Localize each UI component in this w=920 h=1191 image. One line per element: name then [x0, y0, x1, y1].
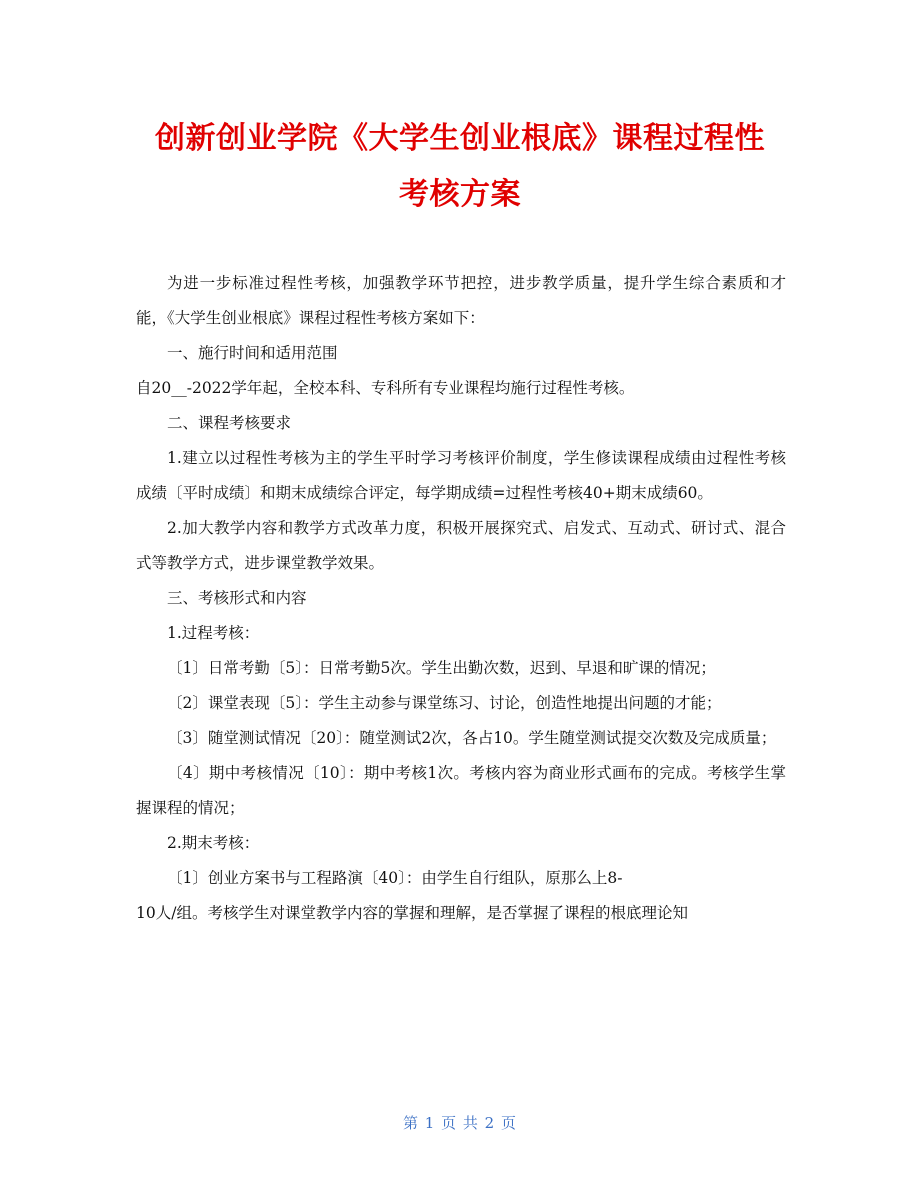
requirement-1: 1.建立以过程性考核为主的学生平时学习考核评价制度，学生修读课程成绩由过程性考核成绩〔平时成绩〕和期末成绩综合评定，每学期成绩=过程性考核40+期末成绩60。	[136, 449, 786, 502]
document-title-line1: 创新创业学院《大学生创业根底》课程过程性	[155, 121, 765, 156]
final-item-1-continued: 10人/组。考核学生对课堂教学内容的掌握和理解，是否掌握了课程的根底理论知	[136, 904, 688, 922]
page-number-footer: 第 1 页 共 2 页	[403, 1114, 517, 1132]
section-heading-3: 三、考核形式和内容	[167, 589, 307, 607]
final-item-1: 〔1〕创业方案书与工程路演〔40〕：由学生自行组队，原那么上8-	[167, 869, 623, 887]
process-assessment-heading: 1.过程考核：	[167, 624, 260, 642]
intro-paragraph: 为进一步标准过程性考核，加强教学环节把控，进步教学质量，提升学生综合素质和才能，《大学生创业根底》课程过程性考核方案如下：	[136, 274, 786, 327]
requirement-2: 2.加大教学内容和教学方式改革力度，积极开展探究式、启发式、互动式、研讨式、混合式等教学方式，进步课堂教学效果。	[136, 519, 786, 572]
section-heading-2: 二、课程考核要求	[167, 414, 292, 432]
section-heading-1: 一、施行时间和适用范围	[167, 344, 338, 362]
process-item-3: 〔3〕随堂测试情况〔20〕：随堂测试2次，各占10。学生随堂测试提交次数及完成质量；	[167, 729, 777, 747]
process-item-2: 〔2〕课堂表现〔5〕：学生主动参与课堂练习、讨论，创造性地提出问题的才能；	[167, 694, 722, 712]
process-item-4: 〔4〕期中考核情况〔10〕：期中考核1次。考核内容为商业形式画布的完成。考核学生掌握课程的情况；	[136, 764, 786, 817]
final-assessment-heading: 2.期末考核：	[167, 834, 260, 852]
process-item-1: 〔1〕日常考勤〔5〕：日常考勤5次。学生出勤次数，迟到、早退和旷课的情况；	[167, 659, 716, 677]
section-1-text: 自20__-2022学年起，全校本科、专科所有专业课程均施行过程性考核。	[136, 379, 635, 397]
document-body	[136, 266, 786, 931]
document-title-line2: 考核方案	[399, 177, 521, 212]
